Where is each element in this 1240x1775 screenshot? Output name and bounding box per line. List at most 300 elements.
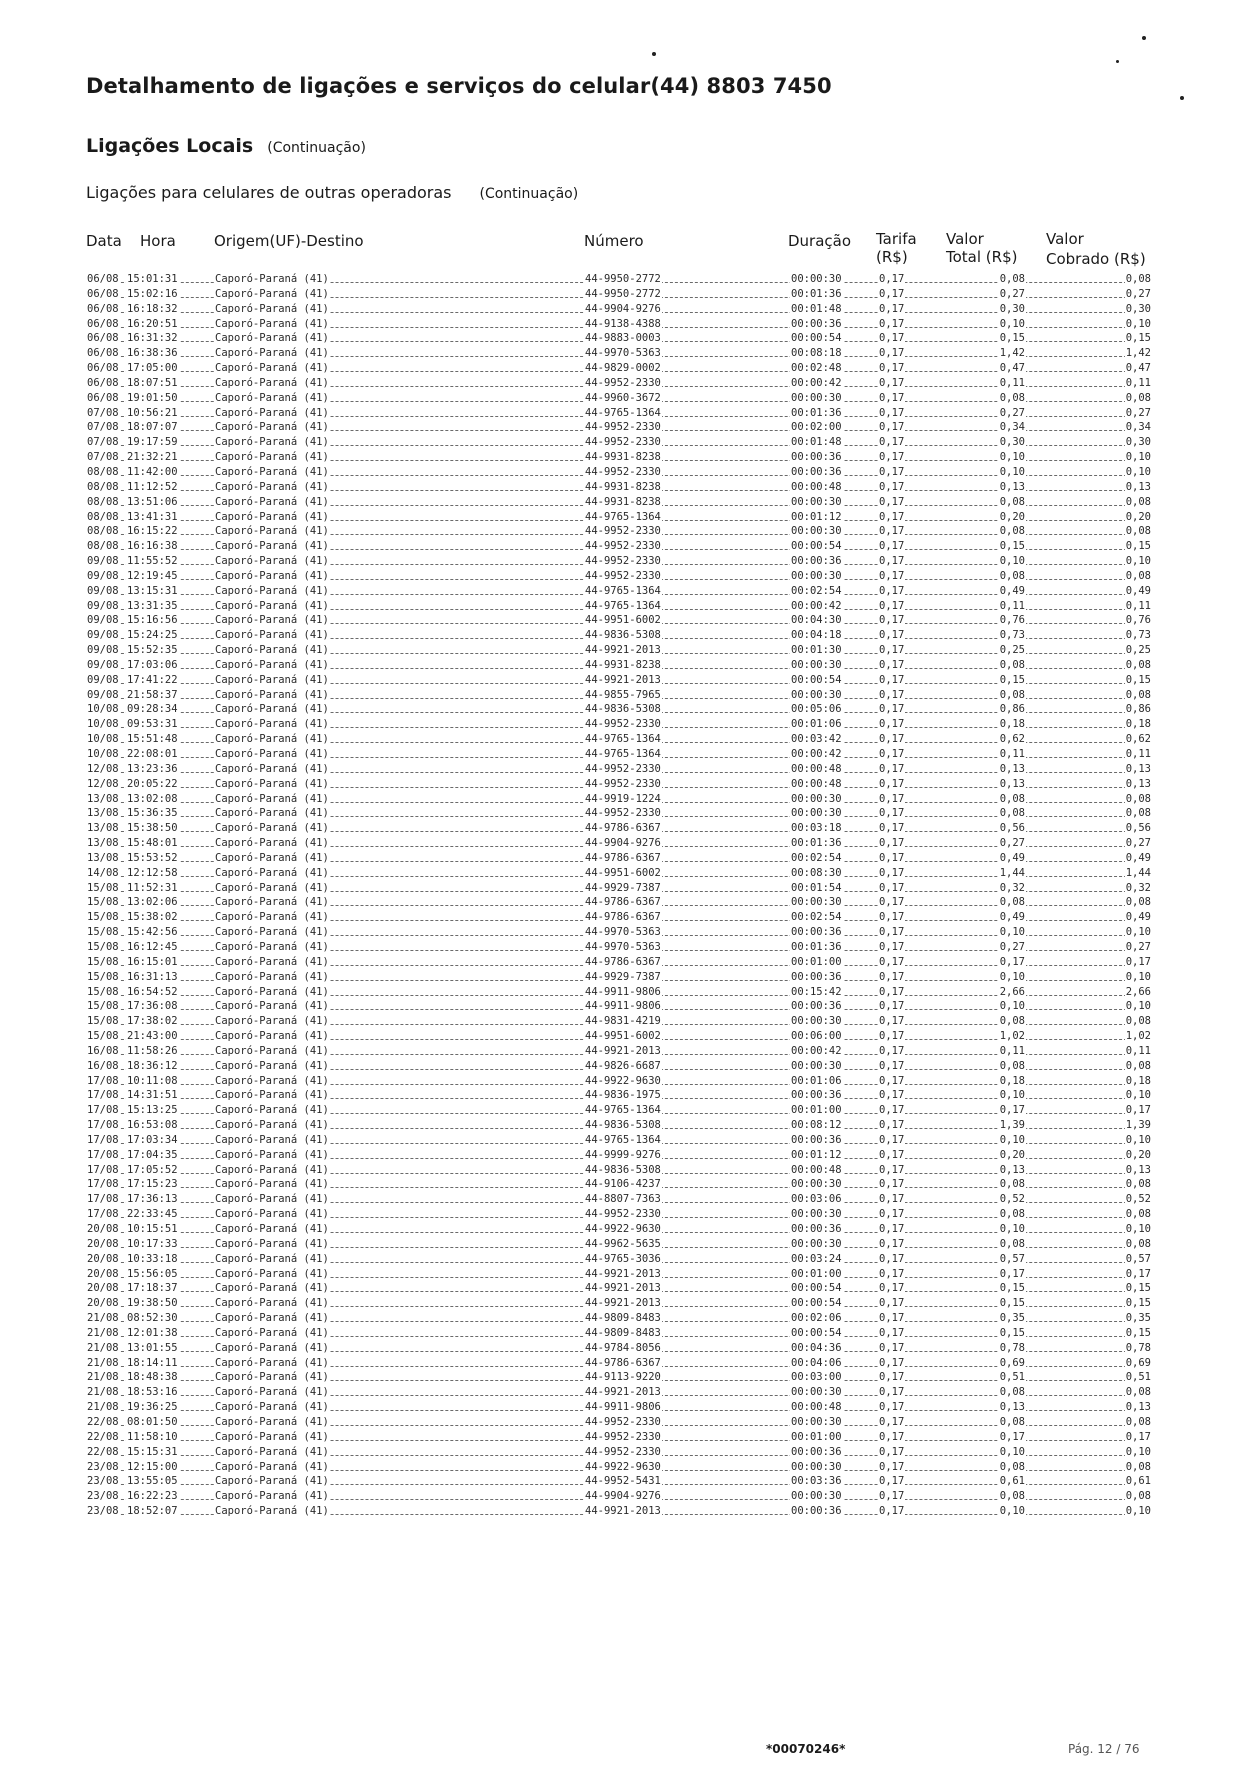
number-cell: 44-9784-8056 xyxy=(585,1341,661,1354)
duration-cell: 00:02:54 xyxy=(791,911,842,924)
charged-cell: 0,15 xyxy=(1125,1282,1151,1295)
table-row xyxy=(0,702,1240,717)
time-cell: 18:53:16 xyxy=(127,1386,178,1399)
time-cell: 09:28:34 xyxy=(127,703,178,716)
duration-cell: 00:01:06 xyxy=(791,1074,842,1087)
rate-cell: 0,17 xyxy=(879,777,905,790)
origin-cell: Caporó-Paraná (41) xyxy=(215,881,329,894)
date-cell: 07/08 xyxy=(87,451,119,464)
number-cell: 44-9765-1364 xyxy=(585,406,661,419)
total-cell: 0,08 xyxy=(999,1237,1025,1250)
origin-cell: Caporó-Paraná (41) xyxy=(215,1371,329,1384)
date-cell: 09/08 xyxy=(87,569,119,582)
rate-cell: 0,17 xyxy=(879,1000,905,1013)
subsection-title xyxy=(86,183,578,202)
origin-cell: Caporó-Paraná (41) xyxy=(215,362,329,375)
rate-cell: 0,17 xyxy=(879,1267,905,1280)
time-cell: 15:42:56 xyxy=(127,926,178,939)
total-cell: 0,08 xyxy=(999,688,1025,701)
charged-cell: 0,35 xyxy=(1125,1312,1151,1325)
date-cell: 23/08 xyxy=(87,1475,119,1488)
duration-cell: 00:00:42 xyxy=(791,748,842,760)
number-cell: 44-9904-9276 xyxy=(585,1490,661,1503)
table-row xyxy=(0,450,1240,465)
rate-cell: 0,17 xyxy=(879,837,905,850)
date-cell: 07/08 xyxy=(87,421,119,434)
time-cell: 17:18:37 xyxy=(127,1282,178,1295)
charged-cell: 0,08 xyxy=(1125,688,1151,701)
total-cell: 0,08 xyxy=(999,658,1025,671)
table-row xyxy=(0,1281,1240,1296)
date-cell: 20/08 xyxy=(87,1267,119,1280)
time-cell: 13:02:08 xyxy=(127,792,178,805)
number-cell: 44-9952-5431 xyxy=(585,1475,661,1488)
total-cell: 0,15 xyxy=(999,1297,1025,1310)
total-cell: 0,49 xyxy=(999,584,1025,597)
origin-cell: Caporó-Paraná (41) xyxy=(215,822,329,835)
time-cell: 18:07:51 xyxy=(127,376,178,389)
charged-cell: 0,10 xyxy=(1125,1445,1151,1458)
number-cell: 44-9765-1364 xyxy=(585,733,661,746)
number-cell: 44-9929-7387 xyxy=(585,970,661,983)
number-cell: 44-9765-3036 xyxy=(585,1252,661,1265)
table-row xyxy=(0,1118,1240,1133)
duration-cell: 00:00:30 xyxy=(791,1237,842,1250)
time-cell: 13:41:31 xyxy=(127,510,178,523)
origin-cell: Caporó-Paraná (41) xyxy=(215,584,329,597)
charged-cell: 0,13 xyxy=(1125,1401,1151,1414)
table-row xyxy=(0,1311,1240,1326)
table-row xyxy=(0,1163,1240,1178)
date-cell: 17/08 xyxy=(87,1163,119,1176)
number-cell: 44-8807-7363 xyxy=(585,1193,661,1206)
time-cell: 17:41:22 xyxy=(127,673,178,686)
date-cell: 15/08 xyxy=(87,896,119,909)
table-row xyxy=(0,287,1240,302)
rate-cell: 0,17 xyxy=(879,465,905,478)
charged-cell: 0,10 xyxy=(1125,555,1151,568)
number-cell: 44-9931-8238 xyxy=(585,451,661,464)
charged-cell: 0,10 xyxy=(1125,926,1151,939)
duration-cell: 00:08:12 xyxy=(791,1119,842,1132)
rate-cell: 0,17 xyxy=(879,406,905,419)
table-row xyxy=(0,1044,1240,1059)
charged-cell: 0,20 xyxy=(1125,1148,1151,1161)
duration-cell: 00:00:36 xyxy=(791,555,842,568)
table-row xyxy=(0,480,1240,495)
duration-cell: 00:03:42 xyxy=(791,733,842,746)
time-cell: 12:19:45 xyxy=(127,569,178,582)
number-cell: 44-9952-2330 xyxy=(585,1445,661,1458)
duration-cell: 00:01:00 xyxy=(791,1104,842,1117)
date-cell: 15/08 xyxy=(87,1030,119,1043)
time-cell: 15:02:16 xyxy=(127,287,178,300)
duration-cell: 00:00:48 xyxy=(791,762,842,775)
rate-cell: 0,17 xyxy=(879,1148,905,1161)
date-cell: 13/08 xyxy=(87,822,119,835)
total-cell: 0,76 xyxy=(999,614,1025,627)
origin-cell: Caporó-Paraná (41) xyxy=(215,302,329,315)
charged-cell: 0,10 xyxy=(1125,317,1151,330)
total-cell: 0,49 xyxy=(999,911,1025,924)
duration-cell: 00:00:42 xyxy=(791,376,842,389)
time-cell: 15:52:35 xyxy=(127,644,178,657)
origin-cell: Caporó-Paraná (41) xyxy=(215,940,329,953)
duration-cell: 00:03:06 xyxy=(791,1193,842,1206)
charged-cell: 0,34 xyxy=(1125,421,1151,434)
number-cell: 44-9951-6002 xyxy=(585,866,661,879)
origin-cell: Caporó-Paraná (41) xyxy=(215,866,329,879)
total-cell: 0,13 xyxy=(999,762,1025,775)
charged-cell: 0,27 xyxy=(1125,406,1151,419)
rate-cell: 0,17 xyxy=(879,1074,905,1087)
time-cell: 13:51:06 xyxy=(127,495,178,508)
table-row xyxy=(0,317,1240,332)
charged-cell: 0,15 xyxy=(1125,673,1151,686)
date-cell: 06/08 xyxy=(87,376,119,389)
date-cell: 20/08 xyxy=(87,1223,119,1235)
rate-cell: 0,17 xyxy=(879,718,905,731)
table-row xyxy=(0,1296,1240,1311)
table-row xyxy=(0,1430,1240,1445)
date-cell: 08/08 xyxy=(87,495,119,508)
total-cell: 0,13 xyxy=(999,480,1025,493)
charged-cell: 0,10 xyxy=(1125,1089,1151,1102)
time-cell: 16:31:13 xyxy=(127,970,178,983)
duration-cell: 00:00:36 xyxy=(791,1505,842,1518)
date-cell: 13/08 xyxy=(87,837,119,850)
origin-cell: Caporó-Paraná (41) xyxy=(215,970,329,983)
duration-cell: 00:08:30 xyxy=(791,866,842,879)
date-cell: 10/08 xyxy=(87,748,119,760)
rate-cell: 0,17 xyxy=(879,881,905,894)
total-cell: 0,08 xyxy=(999,1490,1025,1503)
number-cell: 44-9952-2330 xyxy=(585,421,661,434)
total-cell: 1,02 xyxy=(999,1030,1025,1043)
origin-cell: Caporó-Paraná (41) xyxy=(215,525,329,538)
total-cell: 0,08 xyxy=(999,1386,1025,1399)
origin-cell: Caporó-Paraná (41) xyxy=(215,1030,329,1043)
duration-cell: 00:00:36 xyxy=(791,926,842,939)
total-cell: 0,18 xyxy=(999,718,1025,731)
number-cell: 44-9921-2013 xyxy=(585,644,661,657)
duration-cell: 00:00:48 xyxy=(791,1163,842,1176)
origin-cell: Caporó-Paraná (41) xyxy=(215,1237,329,1250)
charged-cell: 1,44 xyxy=(1125,866,1151,879)
charged-cell: 1,42 xyxy=(1125,347,1151,360)
charged-cell: 0,10 xyxy=(1125,1133,1151,1146)
total-cell: 0,08 xyxy=(999,792,1025,805)
duration-cell: 00:01:36 xyxy=(791,837,842,850)
table-row xyxy=(0,539,1240,554)
number-cell: 44-9765-1364 xyxy=(585,584,661,597)
rate-cell: 0,17 xyxy=(879,1193,905,1206)
charged-cell: 0,17 xyxy=(1125,1267,1151,1280)
date-cell: 06/08 xyxy=(87,332,119,345)
time-cell: 14:31:51 xyxy=(127,1089,178,1102)
rate-cell: 0,17 xyxy=(879,540,905,553)
table-row xyxy=(0,762,1240,777)
total-cell: 0,61 xyxy=(999,1475,1025,1488)
origin-cell: Caporó-Paraná (41) xyxy=(215,540,329,553)
duration-cell: 00:00:36 xyxy=(791,465,842,478)
total-cell: 0,10 xyxy=(999,926,1025,939)
number-cell: 44-9951-6002 xyxy=(585,614,661,627)
rate-cell: 0,17 xyxy=(879,1341,905,1354)
date-cell: 12/08 xyxy=(87,762,119,775)
charged-cell: 0,13 xyxy=(1125,480,1151,493)
origin-cell: Caporó-Paraná (41) xyxy=(215,837,329,850)
total-cell: 0,15 xyxy=(999,673,1025,686)
date-cell: 07/08 xyxy=(87,436,119,449)
total-cell: 0,10 xyxy=(999,451,1025,464)
scan-speck xyxy=(1116,60,1119,63)
rate-cell: 0,17 xyxy=(879,376,905,389)
rate-cell: 0,17 xyxy=(879,1015,905,1028)
duration-cell: 00:00:36 xyxy=(791,1445,842,1458)
time-cell: 13:02:06 xyxy=(127,896,178,909)
time-cell: 22:33:45 xyxy=(127,1208,178,1221)
total-cell: 0,56 xyxy=(999,822,1025,835)
time-cell: 11:58:26 xyxy=(127,1044,178,1057)
time-cell: 17:05:52 xyxy=(127,1163,178,1176)
charged-cell: 0,49 xyxy=(1125,584,1151,597)
origin-cell: Caporó-Paraná (41) xyxy=(215,287,329,300)
charged-cell: 0,08 xyxy=(1125,1208,1151,1221)
rate-cell: 0,17 xyxy=(879,673,905,686)
charged-cell: 0,17 xyxy=(1125,1430,1151,1443)
time-cell: 18:52:07 xyxy=(127,1505,178,1518)
time-cell: 16:22:23 xyxy=(127,1490,178,1503)
rate-cell: 0,17 xyxy=(879,1297,905,1310)
origin-cell: Caporó-Paraná (41) xyxy=(215,896,329,909)
origin-cell: Caporó-Paraná (41) xyxy=(215,273,329,285)
total-cell: 0,10 xyxy=(999,970,1025,983)
rate-cell: 0,17 xyxy=(879,510,905,523)
origin-cell: Caporó-Paraná (41) xyxy=(215,718,329,731)
table-row xyxy=(0,331,1240,346)
charged-cell: 0,10 xyxy=(1125,1223,1151,1235)
total-cell: 0,15 xyxy=(999,332,1025,345)
time-cell: 08:52:30 xyxy=(127,1312,178,1325)
header-origem: Origem(UF)-Destino xyxy=(214,232,364,250)
date-cell: 15/08 xyxy=(87,911,119,924)
charged-cell: 0,10 xyxy=(1125,1505,1151,1518)
charged-cell: 0,18 xyxy=(1125,1074,1151,1087)
date-cell: 23/08 xyxy=(87,1490,119,1503)
table-row xyxy=(0,821,1240,836)
number-cell: 44-9765-1364 xyxy=(585,748,661,760)
date-cell: 22/08 xyxy=(87,1430,119,1443)
table-row xyxy=(0,881,1240,896)
total-cell: 0,08 xyxy=(999,525,1025,538)
duration-cell: 00:00:30 xyxy=(791,1059,842,1072)
date-cell: 09/08 xyxy=(87,629,119,642)
charged-cell: 0,11 xyxy=(1125,376,1151,389)
table-row xyxy=(0,985,1240,1000)
duration-cell: 00:05:06 xyxy=(791,703,842,716)
origin-cell: Caporó-Paraná (41) xyxy=(215,317,329,330)
table-row xyxy=(0,1252,1240,1267)
time-cell: 16:15:22 xyxy=(127,525,178,538)
date-cell: 20/08 xyxy=(87,1282,119,1295)
origin-cell: Caporó-Paraná (41) xyxy=(215,1059,329,1072)
time-cell: 19:36:25 xyxy=(127,1401,178,1414)
header-numero: Número xyxy=(584,232,644,250)
rate-cell: 0,17 xyxy=(879,733,905,746)
number-cell: 44-9952-2330 xyxy=(585,1208,661,1221)
time-cell: 11:52:31 xyxy=(127,881,178,894)
total-cell: 0,57 xyxy=(999,1252,1025,1265)
rate-cell: 0,17 xyxy=(879,451,905,464)
total-cell: 0,11 xyxy=(999,1044,1025,1057)
duration-cell: 00:01:36 xyxy=(791,287,842,300)
total-cell: 0,27 xyxy=(999,406,1025,419)
table-row xyxy=(0,999,1240,1014)
duration-cell: 00:01:30 xyxy=(791,644,842,657)
rate-cell: 0,17 xyxy=(879,985,905,998)
table-row xyxy=(0,910,1240,925)
date-cell: 21/08 xyxy=(87,1371,119,1384)
date-cell: 06/08 xyxy=(87,391,119,404)
time-cell: 13:15:31 xyxy=(127,584,178,597)
origin-cell: Caporó-Paraná (41) xyxy=(215,1386,329,1399)
rate-cell: 0,17 xyxy=(879,1282,905,1295)
header-tarifa xyxy=(876,230,917,266)
time-cell: 13:31:35 xyxy=(127,599,178,612)
header-data: Data xyxy=(86,232,122,250)
rate-cell: 0,17 xyxy=(879,1252,905,1265)
date-cell: 09/08 xyxy=(87,658,119,671)
origin-cell: Caporó-Paraná (41) xyxy=(215,777,329,790)
date-cell: 17/08 xyxy=(87,1089,119,1102)
time-cell: 18:14:11 xyxy=(127,1356,178,1369)
charged-cell: 0,49 xyxy=(1125,911,1151,924)
charged-cell: 1,39 xyxy=(1125,1119,1151,1132)
time-cell: 19:38:50 xyxy=(127,1297,178,1310)
rate-cell: 0,17 xyxy=(879,1312,905,1325)
table-row xyxy=(0,1192,1240,1207)
duration-cell: 00:03:36 xyxy=(791,1475,842,1488)
duration-cell: 00:00:30 xyxy=(791,1460,842,1473)
date-cell: 08/08 xyxy=(87,510,119,523)
number-cell: 44-9765-1364 xyxy=(585,1104,661,1117)
table-row xyxy=(0,717,1240,732)
number-cell: 44-9921-2013 xyxy=(585,1282,661,1295)
time-cell: 16:15:01 xyxy=(127,955,178,968)
duration-cell: 00:01:00 xyxy=(791,1430,842,1443)
date-cell: 23/08 xyxy=(87,1460,119,1473)
total-cell: 0,18 xyxy=(999,1074,1025,1087)
duration-cell: 00:01:54 xyxy=(791,881,842,894)
date-cell: 09/08 xyxy=(87,555,119,568)
charged-cell: 0,51 xyxy=(1125,1371,1151,1384)
rate-cell: 0,17 xyxy=(879,1237,905,1250)
origin-cell: Caporó-Paraná (41) xyxy=(215,644,329,657)
duration-cell: 00:01:06 xyxy=(791,718,842,731)
time-cell: 15:36:35 xyxy=(127,807,178,820)
rate-cell: 0,17 xyxy=(879,688,905,701)
table-row xyxy=(0,1400,1240,1415)
origin-cell: Caporó-Paraná (41) xyxy=(215,480,329,493)
total-cell: 0,15 xyxy=(999,1326,1025,1339)
time-cell: 16:12:45 xyxy=(127,940,178,953)
time-cell: 11:58:10 xyxy=(127,1430,178,1443)
number-cell: 44-9786-6367 xyxy=(585,955,661,968)
charged-cell: 0,18 xyxy=(1125,718,1151,731)
rate-cell: 0,17 xyxy=(879,851,905,864)
duration-cell: 00:00:48 xyxy=(791,1401,842,1414)
time-cell: 15:51:48 xyxy=(127,733,178,746)
rate-cell: 0,17 xyxy=(879,911,905,924)
number-cell: 44-9922-9630 xyxy=(585,1223,661,1235)
date-cell: 21/08 xyxy=(87,1341,119,1354)
table-row xyxy=(0,777,1240,792)
charged-cell: 0,78 xyxy=(1125,1341,1151,1354)
origin-cell: Caporó-Paraná (41) xyxy=(215,1326,329,1339)
origin-cell: Caporó-Paraná (41) xyxy=(215,658,329,671)
duration-cell: 00:00:30 xyxy=(791,1490,842,1503)
time-cell: 22:08:01 xyxy=(127,748,178,760)
duration-cell: 00:08:18 xyxy=(791,347,842,360)
total-cell: 0,69 xyxy=(999,1356,1025,1369)
date-cell: 17/08 xyxy=(87,1119,119,1132)
number-cell: 44-9952-2330 xyxy=(585,777,661,790)
total-cell: 0,27 xyxy=(999,837,1025,850)
total-cell: 1,44 xyxy=(999,866,1025,879)
origin-cell: Caporó-Paraná (41) xyxy=(215,1490,329,1503)
date-cell: 06/08 xyxy=(87,302,119,315)
charged-cell: 0,76 xyxy=(1125,614,1151,627)
charged-cell: 0,32 xyxy=(1125,881,1151,894)
date-cell: 17/08 xyxy=(87,1133,119,1146)
number-cell: 44-9836-5308 xyxy=(585,1119,661,1132)
table-row xyxy=(0,613,1240,628)
charged-cell: 0,17 xyxy=(1125,1104,1151,1117)
header-valor-total-unit: Total (R$) xyxy=(946,248,1018,266)
time-cell: 09:53:31 xyxy=(127,718,178,731)
total-cell: 0,11 xyxy=(999,599,1025,612)
charged-cell: 0,15 xyxy=(1125,1326,1151,1339)
duration-cell: 00:00:30 xyxy=(791,1178,842,1191)
charged-cell: 0,27 xyxy=(1125,287,1151,300)
duration-cell: 00:00:30 xyxy=(791,1415,842,1428)
origin-cell: Caporó-Paraná (41) xyxy=(215,569,329,582)
time-cell: 10:15:51 xyxy=(127,1223,178,1235)
duration-cell: 00:01:48 xyxy=(791,302,842,315)
table-row xyxy=(0,1177,1240,1192)
number-cell: 44-9106-4237 xyxy=(585,1178,661,1191)
date-cell: 07/08 xyxy=(87,406,119,419)
origin-cell: Caporó-Paraná (41) xyxy=(215,1297,329,1310)
time-cell: 18:07:07 xyxy=(127,421,178,434)
rate-cell: 0,17 xyxy=(879,1030,905,1043)
time-cell: 15:15:31 xyxy=(127,1445,178,1458)
duration-cell: 00:01:00 xyxy=(791,955,842,968)
charged-cell: 0,08 xyxy=(1125,1059,1151,1072)
time-cell: 21:43:00 xyxy=(127,1030,178,1043)
rate-cell: 0,17 xyxy=(879,555,905,568)
subsection-title-text: Ligações para celulares de outras operadoras xyxy=(86,183,452,202)
origin-cell: Caporó-Paraná (41) xyxy=(215,911,329,924)
number-cell: 44-9922-9630 xyxy=(585,1074,661,1087)
table-row xyxy=(0,554,1240,569)
duration-cell: 00:00:30 xyxy=(791,688,842,701)
total-cell: 0,52 xyxy=(999,1193,1025,1206)
date-cell: 21/08 xyxy=(87,1386,119,1399)
total-cell: 0,34 xyxy=(999,421,1025,434)
header-valor-cobrado xyxy=(1046,230,1146,268)
